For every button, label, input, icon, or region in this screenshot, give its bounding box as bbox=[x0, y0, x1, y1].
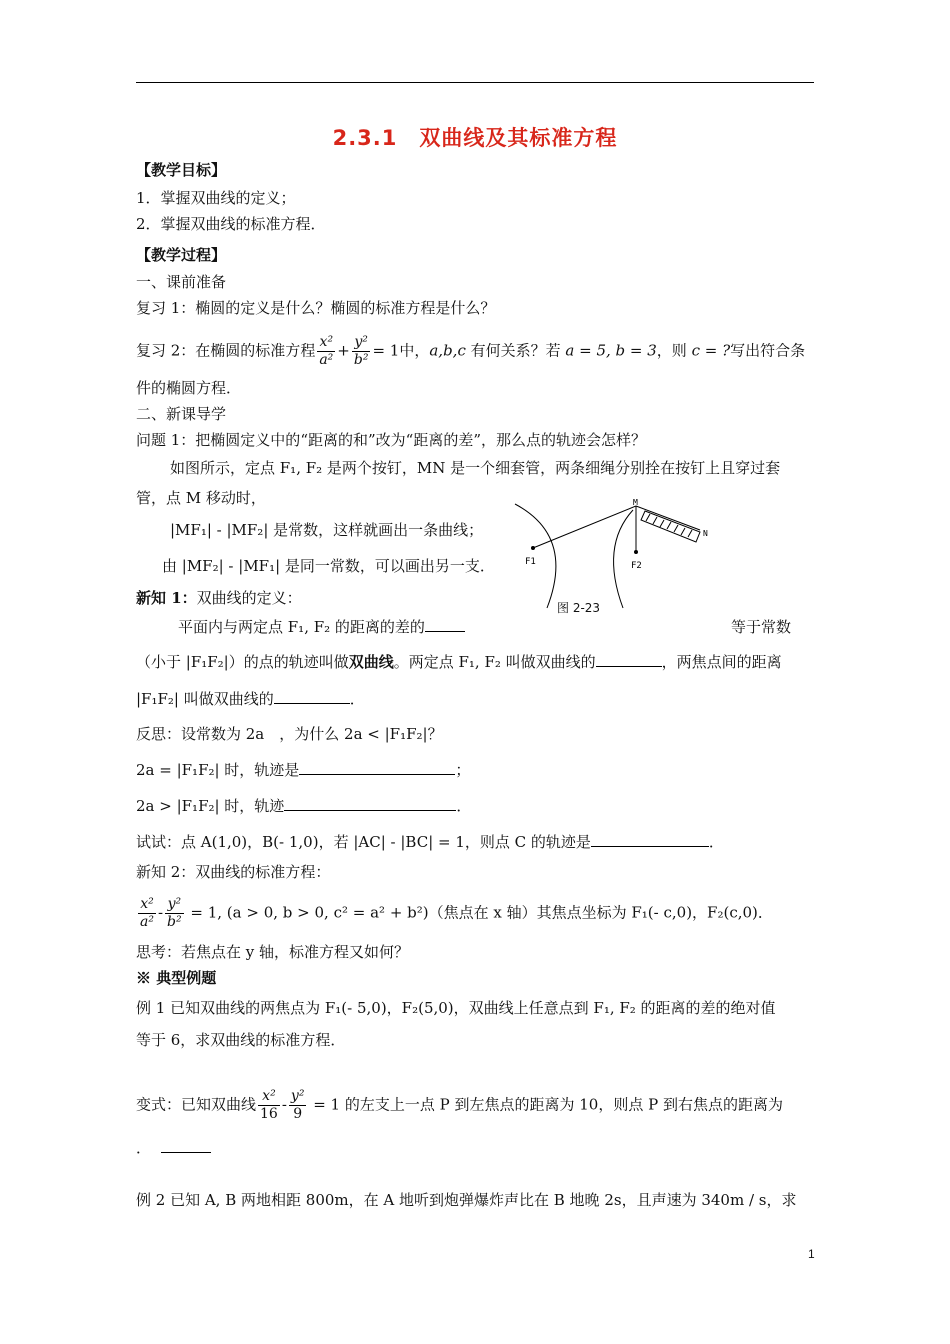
examples-heading: ※ 典型例题 bbox=[136, 969, 217, 987]
definition-line: |F₁F₂| 叫做双曲线的 ． bbox=[136, 690, 365, 708]
review-2-text: 有何关系？若 bbox=[465, 341, 566, 360]
section-heading: 一、课前准备 bbox=[136, 273, 227, 291]
case-greater: 2a > |F₁F₂| 时，轨迹 ． bbox=[136, 797, 472, 815]
fill-blank[interactable] bbox=[596, 652, 662, 667]
case-equal: 2a = |F₁F₂| 时，轨迹是 ； bbox=[136, 761, 471, 779]
label-m: M bbox=[633, 498, 638, 507]
variant-text: = 1 的左支上一点 P 到左焦点的距离为 10，则点 P 到右焦点的距离为 bbox=[308, 1095, 783, 1114]
label-n: N bbox=[703, 529, 708, 538]
fraction-x2-a2: $\frac{\text{x²}}{\text{a²}}$ bbox=[140, 896, 154, 930]
definition-text: 平面内与两定点 F₁, F₂ 的距离的差的 bbox=[178, 618, 425, 636]
page-number: 1 bbox=[808, 1247, 815, 1261]
section-heading: 二、新课导学 bbox=[136, 405, 227, 423]
definition-line bbox=[178, 617, 465, 637]
review-2-text: 中， bbox=[399, 341, 430, 360]
definition-term: 双曲线 bbox=[348, 653, 394, 671]
hyperbola-diagram bbox=[505, 496, 720, 618]
objective-item: 2．掌握双曲线的标准方程． bbox=[136, 215, 326, 233]
example-2: 例 2 已知 A, B 两地相距 800m，在 A 地听到炮弹爆炸声比在 B 地晚 2s，且声速为 340m / s，求 bbox=[136, 1191, 797, 1209]
definition-text: 。两定点 F₁, F₂ 叫做双曲线的 bbox=[393, 653, 596, 671]
process-heading: 【教学过程】 bbox=[136, 246, 227, 264]
hyperbola-figure bbox=[505, 496, 720, 618]
definition-line bbox=[136, 652, 782, 672]
variant-line2 bbox=[136, 1138, 211, 1158]
figure-description: 由 |MF₂| - |MF₁| 是同一常数，可以画出另一支． bbox=[162, 557, 495, 575]
review-2-line2: 件的椭圆方程． bbox=[136, 379, 242, 397]
review-2-text: 写出符合条 bbox=[730, 341, 806, 360]
fill-blank[interactable] bbox=[591, 832, 709, 847]
equation-text: = 1, (a > 0, b > 0, c² = a² + b²)（焦点在 x 轴）其焦点坐标为 F₁(- c,0)，F₂(c,0)． bbox=[185, 903, 773, 922]
review-2-vars: a,b,c bbox=[429, 341, 466, 360]
new-knowledge-label: 新知 1： bbox=[136, 589, 197, 607]
reflection: 反思：设常数为 2a ，为什么 2a < |F₁F₂|？ bbox=[136, 725, 443, 743]
trial: 试试：点 A(1,0)，B(- 1,0)，若 |AC| - |BC| = 1，则点 C 的轨迹是 ． bbox=[136, 833, 724, 851]
objectives-heading: 【教学目标】 bbox=[136, 161, 227, 179]
fill-blank[interactable] bbox=[161, 1138, 211, 1153]
fraction-y2-9: $\frac{\text{y²}}{9}$ bbox=[290, 1088, 305, 1122]
fraction-x2-16: $\frac{\text{x²}}{16}$ bbox=[260, 1088, 278, 1122]
definition-text: ，两焦点间的距离 bbox=[661, 653, 782, 671]
case-text: 2a > |F₁F₂| 时，轨迹 bbox=[136, 797, 285, 815]
trial-text: 试试：点 A(1,0)，B(- 1,0)，若 |AC| - |BC| = 1，则点 C 的轨迹是 bbox=[136, 833, 591, 851]
fraction-y2-b2: $\frac{\text{y²}}{\text{b²}}$ bbox=[167, 896, 182, 930]
variant-text: 变式：已知双曲线 bbox=[136, 1095, 257, 1114]
new-knowledge-text: 双曲线的定义： bbox=[196, 589, 302, 607]
review-2-question: c = ? bbox=[691, 341, 731, 360]
fraction-y2-b2: $\frac{\text{y²}}{\text{b²}}$ bbox=[353, 334, 369, 368]
variant: 变式：已知双曲线 $\frac{\text{x²}}{16}$ - $\frac{\text{y²}}{9}$ = 1 的左支上一点 P 到左焦点的距离为 10，则点 P 到右焦点的距离为 bbox=[136, 1088, 783, 1122]
figure-description: 如图所示，定点 F₁, F₂ 是两个按钉，MN 是一个细套管，两条细绳分别拴在按钉上且穿过套 bbox=[170, 459, 781, 477]
objective-item: 1．掌握双曲线的定义； bbox=[136, 189, 296, 207]
page-title: 2.3.1 双曲线及其标准方程 bbox=[332, 126, 618, 150]
figure-description: |MF₁| - |MF₂| 是常数，这样就画出一条曲线； bbox=[170, 521, 484, 539]
fill-blank[interactable] bbox=[425, 617, 465, 632]
review-2: 复习 2：在椭圆的标准方程 $\frac{\text{x²}}{\text{a²}}$ + $\frac{\text{y²}}{\text{b²}}$ = 1中，a,b,c 有何关系？若 a = 5, b = 3，则 c = ?写出符合条 bbox=[136, 334, 806, 368]
label-f2: F2 bbox=[631, 561, 642, 571]
definition-text: （小于 |F₁F₂|）的点的轨迹叫做 bbox=[136, 653, 349, 671]
case-text: 2a = |F₁F₂| 时，轨迹是 bbox=[136, 761, 300, 779]
fraction-x2-a2: $\frac{\text{x²}}{\text{a²}}$ bbox=[319, 334, 334, 368]
review-1: 复习 1：椭圆的定义是什么？椭圆的标准方程是什么？ bbox=[136, 299, 496, 317]
fill-blank[interactable] bbox=[284, 796, 456, 811]
review-2-text: 复习 2：在椭圆的标准方程 bbox=[136, 341, 316, 360]
fill-blank[interactable] bbox=[274, 689, 350, 704]
fill-blank[interactable] bbox=[299, 760, 455, 775]
new-knowledge-2: 新知 2：双曲线的标准方程： bbox=[136, 863, 331, 881]
think: 思考：若焦点在 y 轴，标准方程又如何？ bbox=[136, 943, 410, 961]
example-1-line2: 等于 6，求双曲线的标准方程． bbox=[136, 1031, 346, 1049]
variant-text: ． bbox=[136, 1139, 152, 1157]
header-rule bbox=[136, 82, 814, 83]
standard-equation: $\frac{\text{x²}}{\text{a²}}$ - $\frac{\text{y²}}{\text{b²}}$ = 1, (a > 0, b > 0, c² = a² + b²)（焦点在 x 轴）其焦点坐标为 F₁(- c,0)，F₂(c,0)． bbox=[140, 896, 773, 930]
review-2-cond: a = 5, b = 3 bbox=[565, 341, 657, 360]
label-f1: F1 bbox=[525, 557, 536, 567]
review-2-text: ，则 bbox=[656, 341, 692, 360]
example-1: 例 1 已知双曲线的两焦点为 F₁(- 5,0)，F₂(5,0)，双曲线上任意点到 F₁, F₂ 的距离的差的绝对值 bbox=[136, 999, 776, 1017]
definition-text: |F₁F₂| 叫做双曲线的 bbox=[136, 690, 274, 708]
definition-line-end: 等于常数 bbox=[731, 618, 792, 636]
figure-description: 管，点 M 移动时， bbox=[136, 489, 266, 507]
figure-caption: 图 2-23 bbox=[557, 601, 601, 615]
question-1: 问题 1：把椭圆定义中的“距离的和”改为“距离的差”，那么点的轨迹会怎样？ bbox=[136, 431, 646, 449]
new-knowledge-1 bbox=[136, 588, 302, 608]
